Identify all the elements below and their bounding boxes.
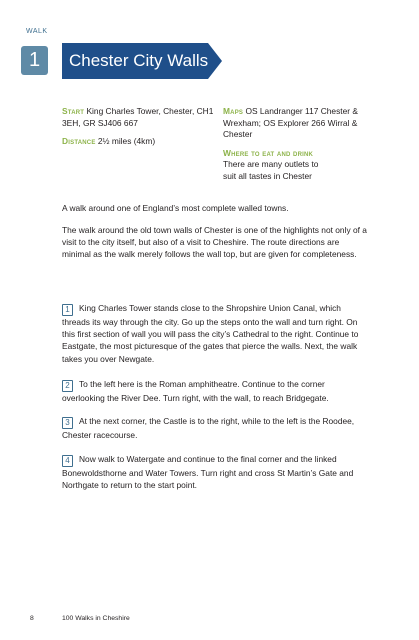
step-text: At the next corner, the Castle is to the right, while to the left is the Roodee, Chester racecourse.: [62, 416, 355, 440]
route-step: [62, 415, 367, 441]
start-text: King Charles Tower, Chester, CH1 3EH, GR SJ406 667: [62, 106, 214, 128]
route-step: [62, 302, 367, 365]
maps-label: Maps: [223, 106, 244, 116]
running-footer-title: 100 Walks in Cheshire: [62, 615, 130, 622]
distance-label: Distance: [62, 136, 96, 147]
page-number: 8: [30, 615, 34, 622]
route-step: [62, 378, 367, 404]
walk-label: WALK: [26, 28, 48, 35]
step-number-badge: 3: [62, 417, 73, 429]
route-step: [62, 453, 367, 491]
step-text: King Charles Tower stands close to the Shropshire Union Canal, which threads its way through the city. Go up the steps onto the wall and turn right. On this first section of wall you will pass the city’s Cathedral to the right. Continue to Eastgate, the most picturesque of the gates that pierce the walls. Next, the walk takes you over Newgate.: [62, 303, 359, 364]
distance-text: 2½ miles (4km): [97, 136, 156, 147]
title-banner: [62, 43, 222, 79]
info-left-column: [62, 106, 222, 148]
overview-paragraph: The walk around the old town walls of Chester is one of the highlights not only of a visit to the city itself, but also of a visit to Cheshire. The route directions are minimal as the walk merely follows the wall top, but are given for completeness.: [62, 225, 367, 259]
step-number-badge: 2: [62, 380, 73, 392]
distance-info: [62, 136, 222, 148]
step-text: To the left here is the Roman amphitheatre. Continue to the corner overlooking the River Dee. Turn right, with the wall, to reach Bridgegate.: [62, 379, 329, 403]
info-right-column: [223, 106, 383, 183]
walk-number-badge: 1: [21, 46, 48, 75]
step-text: Now walk to Watergate and continue to the final corner and the linked Bonewoldsthorne and Water Towers. Turn right and cross St Martin’s Gate and Northgate to return to the start point.: [62, 454, 354, 491]
step-number-badge: 4: [62, 455, 73, 467]
page-title: Chester City Walls: [69, 51, 209, 70]
intro-paragraph: A walk around one of England’s most complete walled towns.: [62, 203, 289, 213]
start-label: Start: [62, 106, 85, 116]
eat-drink-label: Where to eat and drink: [223, 147, 314, 158]
start-info: [62, 106, 222, 129]
eat-drink-text: There are many outlets to suit all tastes in Chester: [223, 159, 319, 181]
maps-info: [223, 106, 383, 141]
maps-text: OS Landranger 117 Chester & Wrexham; OS Explorer 266 Wirral & Chester: [223, 106, 358, 140]
step-number-badge: 1: [62, 304, 73, 316]
eat-drink-info: [223, 148, 383, 183]
